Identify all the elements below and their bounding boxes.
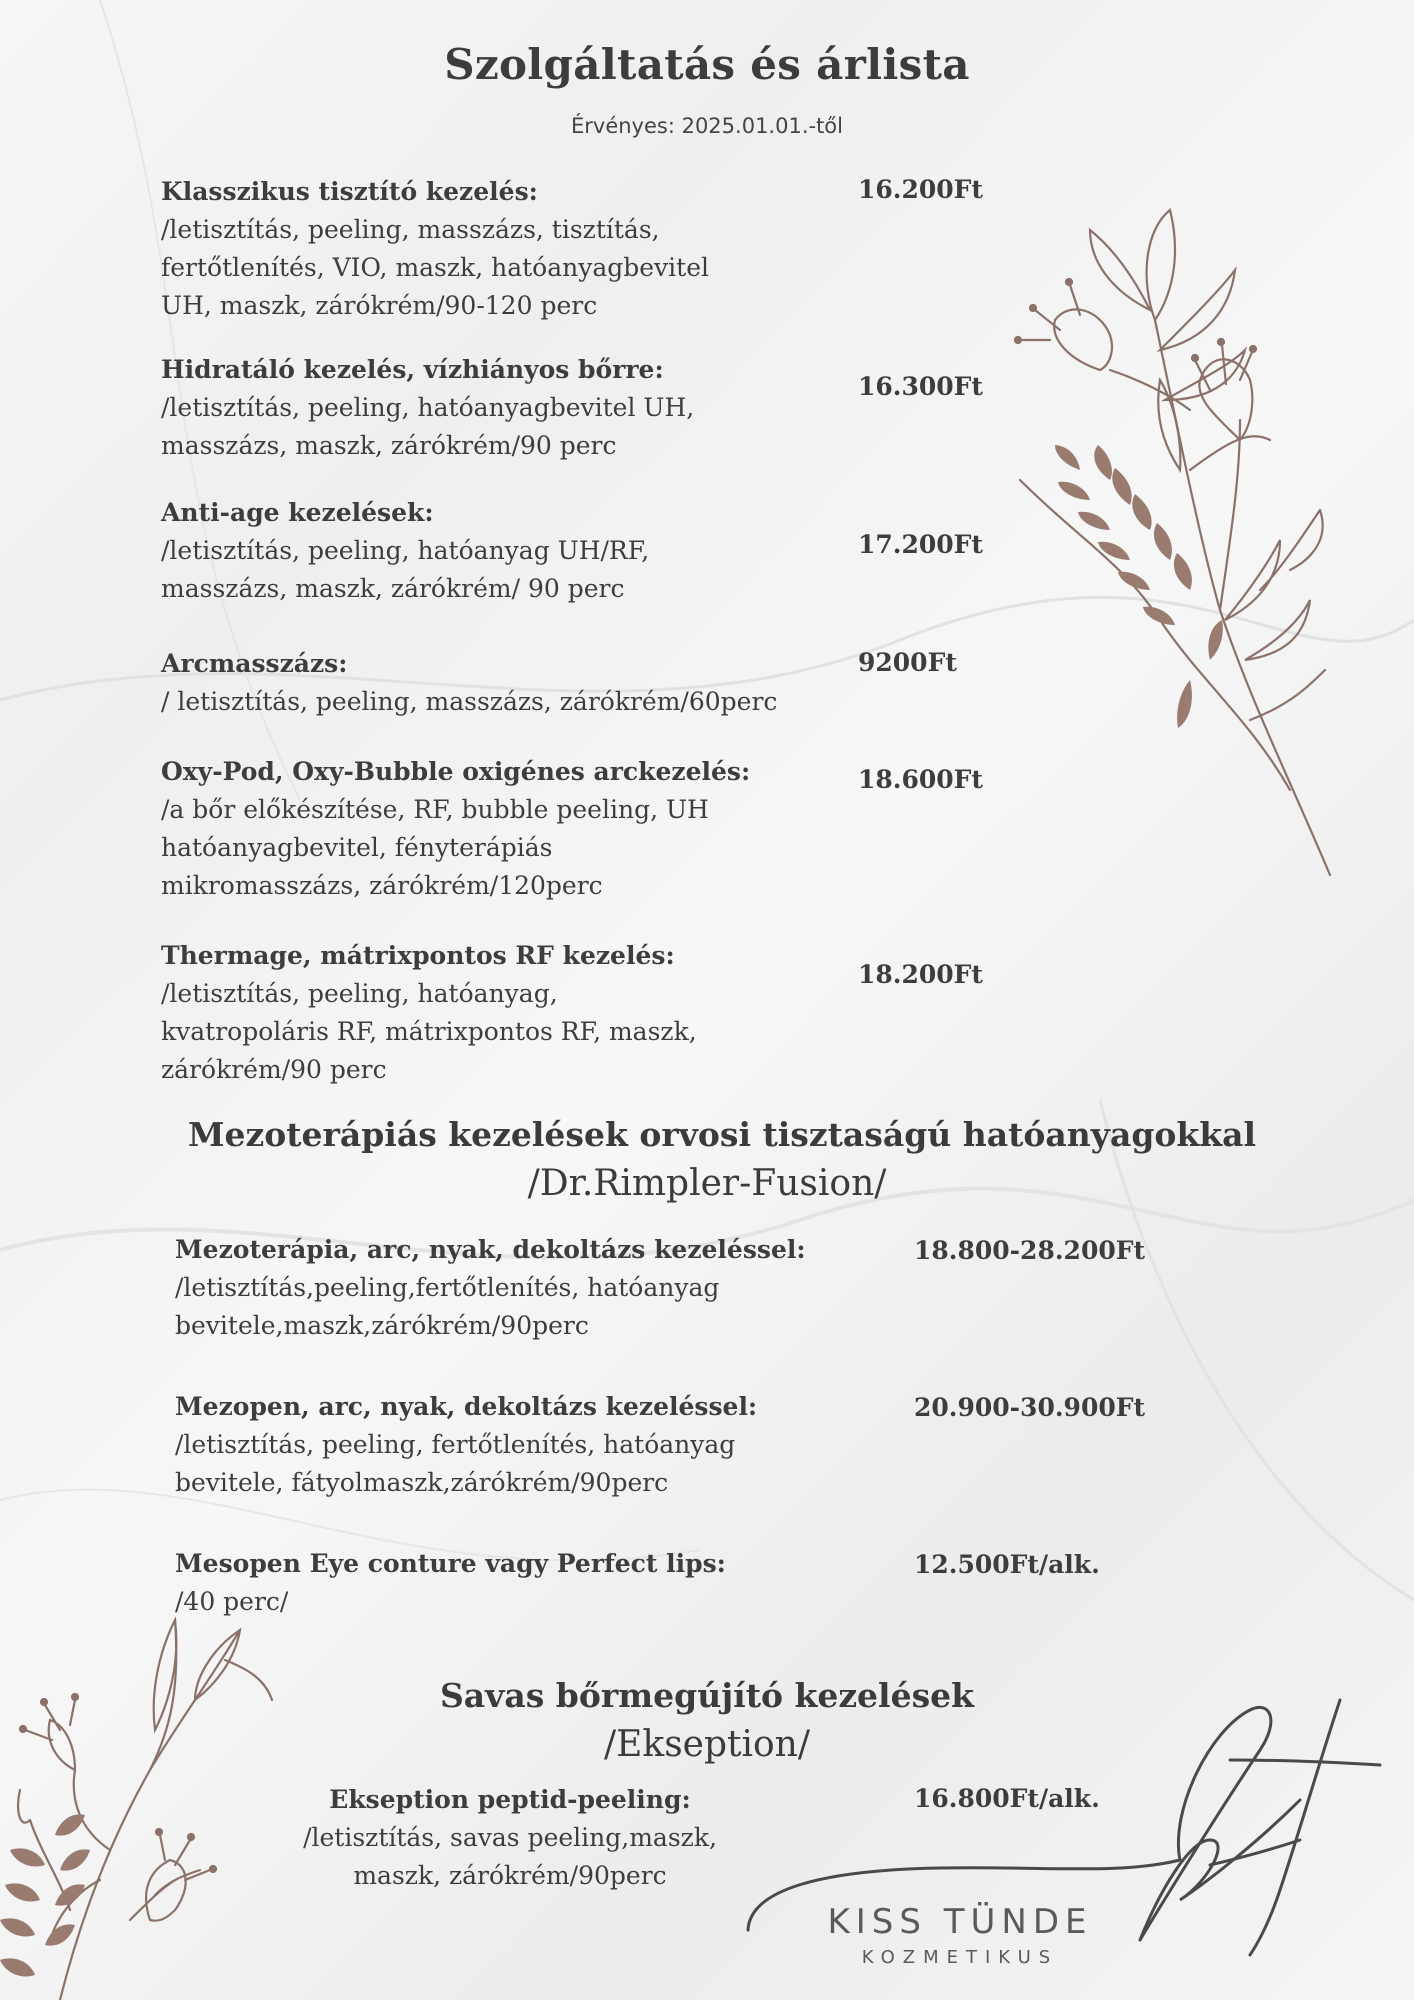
service-desc: zárókrém/90 perc: [161, 1055, 387, 1084]
service-item: [161, 351, 694, 465]
service-desc: masszázs, maszk, zárókrém/ 90 perc: [161, 574, 625, 603]
service-item: [161, 645, 777, 721]
acid-desc: /letisztítás, savas peeling,maszk,: [303, 1823, 717, 1852]
kt-monogram-icon: [740, 1690, 1400, 1980]
service-desc: hatóanyagbevitel, fényterápiás: [161, 833, 553, 862]
service-item: [161, 494, 649, 608]
acid-name: Ekseption peptid-peeling:: [329, 1785, 691, 1814]
meso-item: [175, 1388, 757, 1502]
service-desc: mikromasszázs, zárókrém/120perc: [161, 871, 603, 900]
meso-name: Mezoterápia, arc, nyak, dekoltázs kezeléssel:: [175, 1235, 806, 1264]
brand-name: KISS TÜNDE: [827, 1902, 1093, 1942]
acid-desc: maszk, zárókrém/90perc: [353, 1861, 667, 1890]
section-subtitle-meso: /Dr.Rimpler-Fusion/: [527, 1163, 887, 1204]
meso-desc: /40 perc/: [175, 1587, 289, 1616]
service-desc: / letisztítás, peeling, masszázs, zárókrém/60perc: [161, 687, 778, 716]
service-name: Oxy-Pod, Oxy-Bubble oxigénes arckezelés:: [161, 757, 751, 786]
service-desc: fertőtlenítés, VIO, maszk, hatóanyagbevitel: [161, 253, 709, 282]
meso-name: Mezopen, arc, nyak, dekoltázs kezeléssel:: [175, 1392, 758, 1421]
meso-desc: bevitele,maszk,zárókrém/90perc: [175, 1311, 589, 1340]
service-item: [161, 753, 750, 905]
floral-branch-icon: [990, 140, 1370, 900]
service-desc: UH, maszk, zárókrém/90-120 perc: [161, 291, 598, 320]
service-price: 18.200Ft: [858, 960, 983, 989]
section-title-acid: Savas bőrmegújító kezelések: [439, 1676, 975, 1715]
page-title: Szolgáltatás és árlista: [444, 40, 970, 89]
section-subtitle-acid: /Ekseption/: [603, 1724, 810, 1765]
service-desc: /letisztítás, peeling, masszázs, tisztítás,: [161, 215, 660, 244]
service-name: Anti-age kezelések:: [161, 498, 434, 527]
service-name: Arcmasszázs:: [161, 649, 348, 678]
section-title-meso: Mezoterápiás kezelések orvosi tisztaságú hatóanyagokkal: [187, 1115, 1257, 1154]
service-desc: /letisztítás, peeling, hatóanyagbevitel UH,: [161, 393, 695, 422]
service-price: 9200Ft: [858, 648, 957, 677]
brand-tagline: KOZMETIKUS: [861, 1947, 1059, 1968]
meso-desc: /letisztítás,peeling,fertőtlenítés, hatóanyag: [175, 1273, 720, 1302]
service-item: [161, 173, 709, 325]
service-price: 17.200Ft: [858, 530, 983, 559]
service-price: 16.200Ft: [858, 175, 983, 204]
meso-price: 20.900-30.900Ft: [914, 1393, 1146, 1422]
meso-price: 12.500Ft/alk.: [914, 1550, 1100, 1579]
service-name: Klasszikus tisztító kezelés:: [161, 177, 538, 206]
service-desc: /a bőr előkészítése, RF, bubble peeling, UH: [161, 795, 709, 824]
acid-item: [250, 1781, 770, 1895]
meso-desc: bevitele, fátyolmaszk,zárókrém/90perc: [175, 1468, 669, 1497]
valid-from-text: Érvényes: 2025.01.01.-től: [570, 114, 843, 138]
service-desc: /letisztítás, peeling, hatóanyag UH/RF,: [161, 536, 650, 565]
meso-price: 18.800-28.200Ft: [914, 1236, 1146, 1265]
meso-item: [175, 1231, 806, 1345]
service-item: [161, 937, 697, 1089]
acid-price: 16.800Ft/alk.: [914, 1784, 1100, 1813]
service-desc: kvatropoláris RF, mátrixpontos RF, maszk,: [161, 1017, 697, 1046]
floral-corner-icon: [0, 1590, 280, 2000]
service-desc: /letisztítás, peeling, hatóanyag,: [161, 979, 558, 1008]
service-price: 16.300Ft: [858, 372, 983, 401]
service-desc: masszázs, maszk, zárókrém/90 perc: [161, 431, 617, 460]
meso-desc: /letisztítás, peeling, fertőtlenítés, hatóanyag: [175, 1430, 736, 1459]
service-price: 18.600Ft: [858, 765, 983, 794]
service-name: Thermage, mátrixpontos RF kezelés:: [161, 941, 675, 970]
service-name: Hidratáló kezelés, vízhiányos bőrre:: [161, 355, 664, 384]
meso-name: Mesopen Eye conture vagy Perfect lips:: [175, 1549, 726, 1578]
